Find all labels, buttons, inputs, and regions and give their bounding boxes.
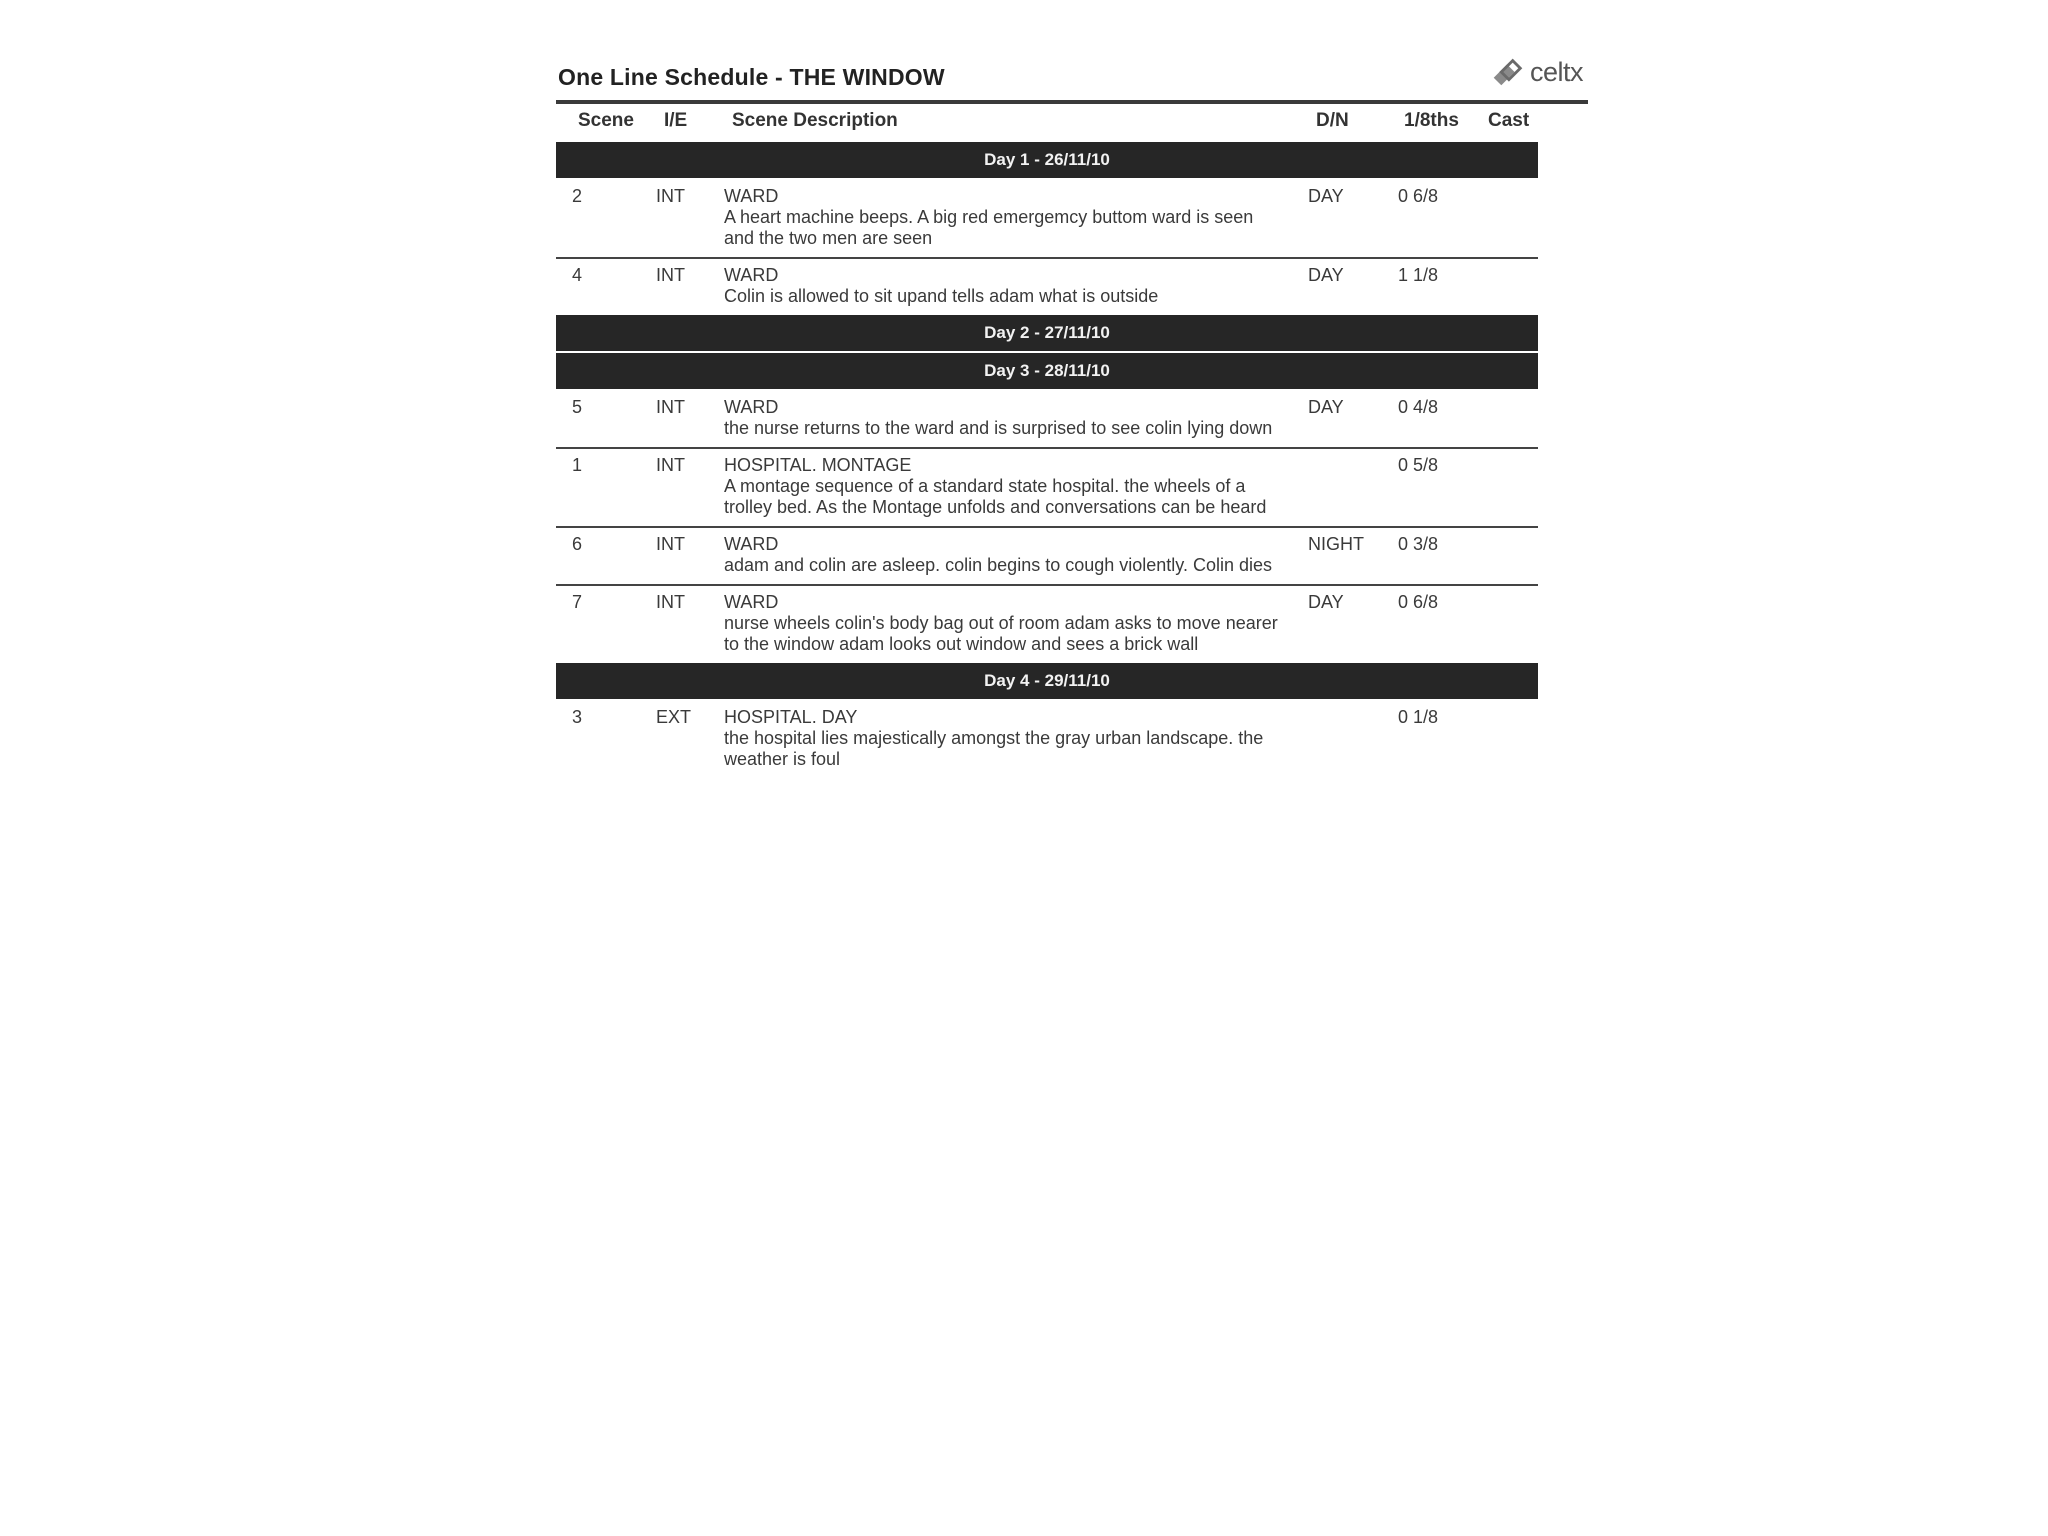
scene-number: 2 [572, 186, 583, 206]
scene-slugline: WARD [724, 592, 779, 612]
scene-description [724, 397, 1284, 439]
column-header-cast: Cast [1488, 110, 1530, 131]
int-ext: INT [656, 534, 685, 554]
day-night: DAY [1308, 186, 1344, 206]
day-label: Day 2 - 27/11/10 [984, 323, 1110, 342]
day-header [556, 315, 1538, 351]
scene-synopsis: Colin is allowed to sit upand tells adam what is outside [724, 286, 1159, 306]
column-header-description: Scene Description [732, 110, 898, 131]
day-header [556, 663, 1538, 699]
day-label: Day 3 - 28/11/10 [984, 361, 1110, 380]
scene-description [724, 265, 1284, 307]
page-eighths: 1 1/8 [1398, 265, 1439, 285]
celtx-logo-icon [1488, 53, 1526, 91]
column-header-ie: I/E [664, 110, 688, 131]
schedule-table [556, 142, 1538, 778]
scene-synopsis: the hospital lies majestically amongst the gray urban landscape. the weather is foul [724, 728, 1264, 769]
table-row [556, 259, 1538, 315]
scene-slugline: WARD [724, 534, 779, 554]
scene-synopsis: adam and colin are asleep. colin begins to cough violently. Colin dies [724, 555, 1272, 575]
document-title: One Line Schedule - THE WINDOW [558, 64, 945, 90]
page-eighths: 0 6/8 [1398, 186, 1439, 206]
day-night: DAY [1308, 592, 1344, 612]
scene-description [724, 592, 1284, 655]
scene-synopsis: A montage sequence of a standard state hospital. the wheels of a trolley bed. As the Montage unfolds and conversations can be heard [724, 476, 1267, 517]
scene-description [724, 534, 1284, 576]
table-row [556, 586, 1538, 663]
scene-number: 7 [572, 592, 583, 612]
int-ext: INT [656, 397, 685, 417]
scene-number: 5 [572, 397, 583, 417]
page-eighths: 0 6/8 [1398, 592, 1439, 612]
page-eighths: 0 3/8 [1398, 534, 1439, 554]
scene-slugline: WARD [724, 186, 779, 206]
table-row [556, 449, 1538, 528]
int-ext: EXT [656, 707, 692, 727]
table-row [556, 701, 1538, 778]
day-header [556, 353, 1538, 389]
table-row [556, 180, 1538, 259]
scene-number: 4 [572, 265, 583, 285]
table-row [556, 528, 1538, 586]
scene-slugline: WARD [724, 397, 779, 417]
page-eighths: 0 1/8 [1398, 707, 1439, 727]
column-header-dn: D/N [1316, 110, 1349, 131]
scene-description [724, 455, 1284, 518]
page-eighths: 0 4/8 [1398, 397, 1439, 417]
scene-number: 6 [572, 534, 583, 554]
day-night: DAY [1308, 265, 1344, 285]
column-header-scene: Scene [578, 110, 634, 131]
scene-synopsis: nurse wheels colin's body bag out of room adam asks to move nearer to the window adam looks out window and sees a brick wall [724, 613, 1278, 654]
day-header [556, 142, 1538, 178]
scene-slugline: WARD [724, 265, 779, 285]
scene-number: 1 [572, 455, 583, 475]
scene-number: 3 [572, 707, 583, 727]
scene-description [724, 186, 1284, 249]
scene-synopsis: the nurse returns to the ward and is surprised to see colin lying down [724, 418, 1273, 438]
int-ext: INT [656, 265, 685, 285]
int-ext: INT [656, 592, 685, 612]
column-header-row [556, 106, 1538, 138]
day-label: Day 4 - 29/11/10 [984, 671, 1110, 690]
int-ext: INT [656, 186, 685, 206]
int-ext: INT [656, 455, 685, 475]
page-eighths: 0 5/8 [1398, 455, 1439, 475]
day-night: NIGHT [1308, 534, 1364, 554]
day-night: DAY [1308, 397, 1344, 417]
title-divider [556, 100, 1588, 104]
logo-text: celtx [1530, 56, 1584, 87]
scene-description [724, 707, 1284, 770]
scene-slugline: HOSPITAL. MONTAGE [724, 455, 912, 475]
scene-synopsis: A heart machine beeps. A big red emergemcy buttom ward is seen and the two men are seen [724, 207, 1254, 248]
scene-slugline: HOSPITAL. DAY [724, 707, 858, 727]
day-label: Day 1 - 26/11/10 [984, 150, 1110, 169]
celtx-logo [1488, 52, 1583, 92]
table-row [556, 391, 1538, 449]
column-header-eighths: 1/8ths [1404, 110, 1459, 131]
